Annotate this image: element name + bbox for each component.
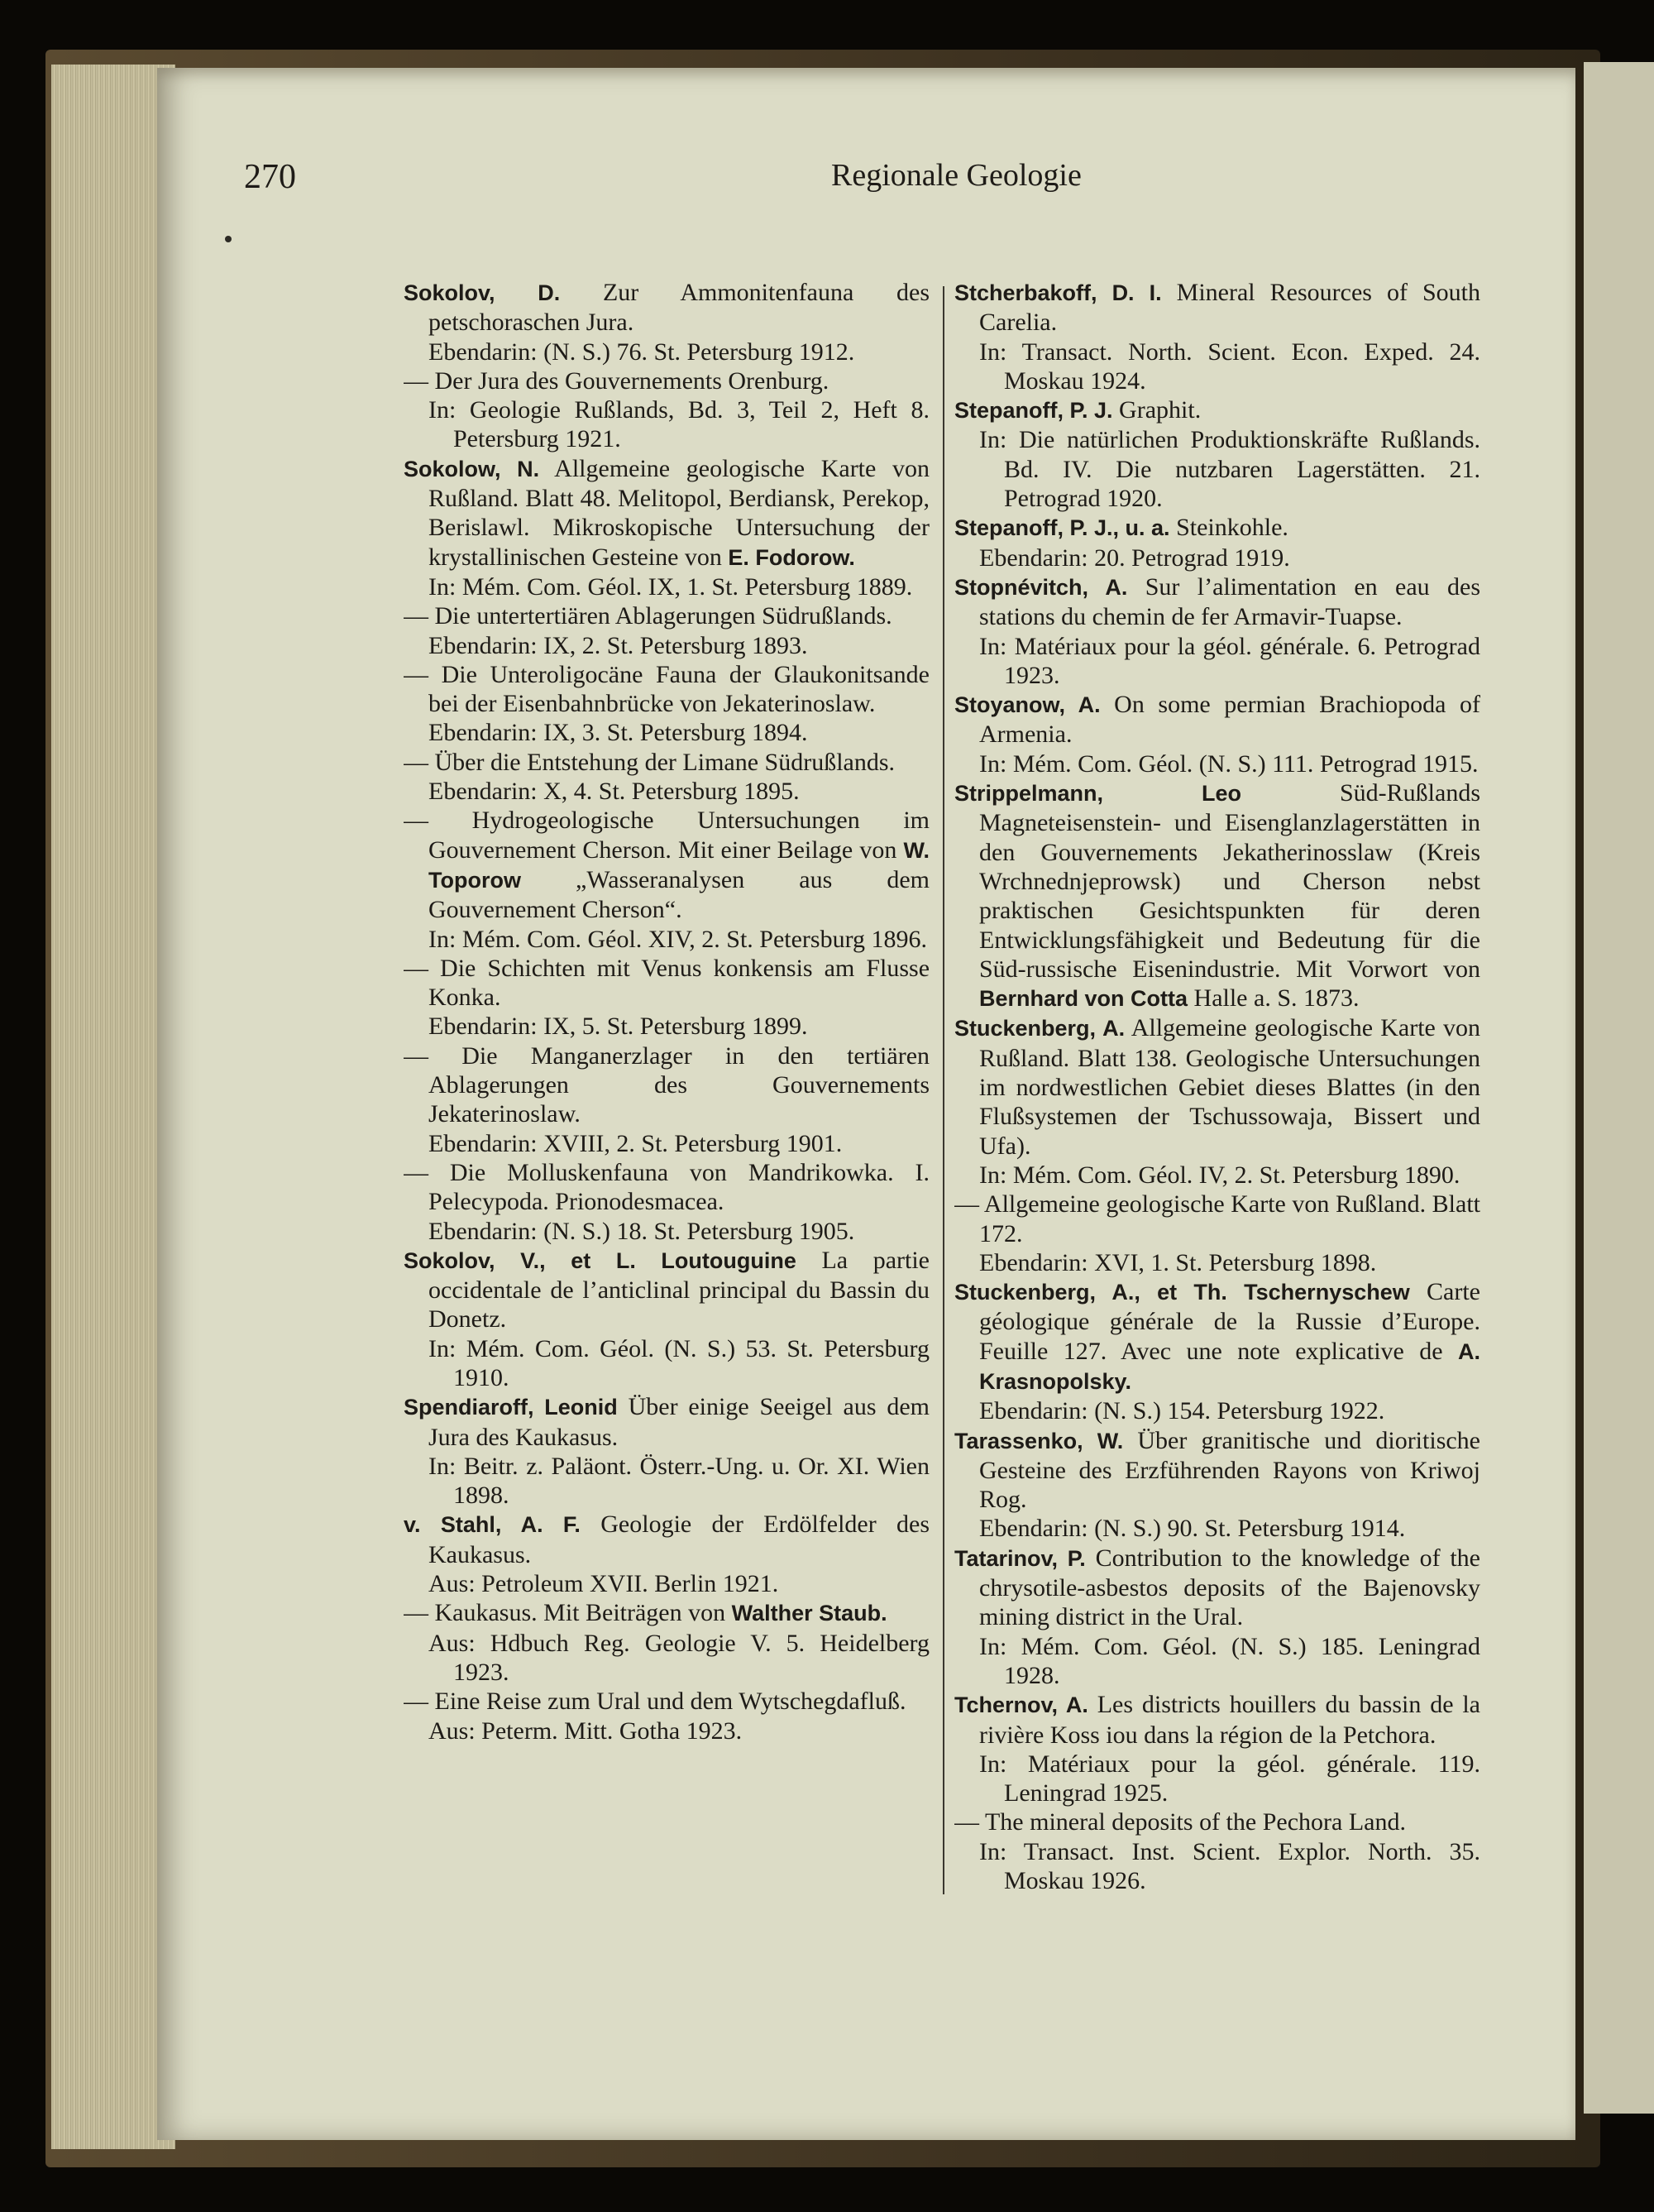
entry-title: Hydrogeologische Untersuchungen im Gouvernement Cherson. Mit einer Beilage von	[428, 807, 930, 864]
entry-title: Contribution to the knowledge of the chrysotile-asbestos deposits of the Bajenovsky mining district in the Ural.	[979, 1544, 1480, 1631]
entry-source: Ebendarin: IX, 5. St. Petersburg 1899.	[428, 1013, 808, 1041]
entry-title: Mineral Resources of South Carelia.	[979, 279, 1480, 337]
entry-title: Über einige Seeigel aus dem Jura des Kaukasus.	[428, 1393, 930, 1451]
entry-author: Sokolov, V., et L. Loutouguine	[404, 1247, 796, 1273]
entry-source: In: Transact. North. Scient. Econ. Exped. 24. Moskau 1924.	[979, 338, 1480, 395]
entry-title: Die untertertiären Ablagerungen Südrußlands.	[434, 602, 892, 630]
entry-title-continued: Halle a. S. 1873.	[1193, 984, 1360, 1013]
bibliography-entry	[404, 278, 930, 366]
entry-source: Ebendarin: IX, 2. St. Petersburg 1893.	[428, 631, 808, 659]
entry-author: v. Stahl, A. F.	[404, 1512, 581, 1538]
bibliography-entry	[954, 1426, 1480, 1544]
entry-cited-author: Walther Staub.	[731, 1601, 887, 1626]
entry-title: Süd-Rußlands Magneteisenstein- und Eisenglanzlagerstätten in den Gouvernements Jekatherinosslaw (Kreis Wrchnednjeprowsk) und Cherson nebst praktischen Gesichtspunkten für deren Entwicklungsfähigkeit und Bedeutung für die Süd-russische Eisenindustrie. Mit Vorwort von	[979, 779, 1480, 983]
entry-author: Stcherbakoff, D. I.	[954, 280, 1162, 305]
entry-author: Sokolow, N.	[404, 456, 540, 481]
entry-dash: —	[954, 1190, 979, 1219]
entry-source: Ebendarin: XVI, 1. St. Petersburg 1898.	[979, 1248, 1377, 1276]
entry-dash: —	[404, 748, 428, 776]
entry-dash: —	[404, 807, 428, 835]
bibliography-entry	[954, 572, 1480, 690]
entry-author: Stuckenberg, A.	[954, 1016, 1126, 1041]
next-page-edge	[1584, 62, 1654, 2114]
bibliography-entry	[404, 1687, 930, 1745]
entry-title: Allgemeine geologische Karte von Rußland. Blatt 48. Melitopol, Berdiansk, Perekop, Berislawl. Mikroskopische Untersuchung der krystallinischen Gesteine von	[428, 454, 930, 571]
bibliography-entry	[954, 278, 1480, 395]
entry-source: In: Mém. Com. Géol. (N. S.) 53. St. Petersburg 1910.	[428, 1334, 930, 1391]
bibliography-entry	[954, 690, 1480, 778]
entry-author: Tarassenko, W.	[954, 1428, 1124, 1453]
entry-author: Tatarinov, P.	[954, 1545, 1086, 1571]
entry-source: Ebendarin: X, 4. St. Petersburg 1895.	[428, 778, 800, 806]
bibliography-entry	[404, 1246, 930, 1392]
entry-author: Spendiaroff, Leonid	[404, 1395, 618, 1420]
entry-title: Die Unteroligocäne Fauna der Glaukonitsande bei der Eisenbahnbrücke von Jekaterinoslaw.	[428, 660, 930, 718]
entry-title: Allgemeine geologische Karte von Rußland. Blatt 172.	[979, 1190, 1480, 1247]
bibliography-entry	[404, 601, 930, 660]
entry-title: Die Molluskenfauna von Mandrikowka. I. Pelecypoda. Prionodesmacea.	[428, 1158, 930, 1216]
left-column	[404, 278, 930, 1899]
entry-source: In: Matériaux pour la géol. générale. 119. Leningrad 1925.	[979, 1750, 1480, 1807]
bibliography-entry	[404, 1158, 930, 1246]
column-rule	[943, 286, 944, 1894]
bibliography-entry	[404, 1598, 930, 1687]
entry-author: Stepanoff, P. J.	[954, 398, 1113, 424]
bibliography-entry	[404, 748, 930, 807]
entry-author: Sokolov, D.	[404, 280, 561, 305]
margin-mark	[225, 236, 232, 242]
right-column	[954, 278, 1480, 1899]
entry-source: Ebendarin: (N. S.) 18. St. Petersburg 1905.	[428, 1217, 855, 1245]
bibliography-entry	[404, 954, 930, 1041]
bibliography-entry	[954, 1807, 1480, 1895]
entry-source: In: Mém. Com. Géol. IV, 2. St. Petersburg 1890.	[979, 1161, 1460, 1189]
bibliography-entry	[404, 1392, 930, 1510]
bibliography-entry	[404, 660, 930, 748]
entry-author: Strippelmann, Leo	[954, 781, 1242, 807]
bibliography-entry	[954, 1544, 1480, 1690]
bibliography-entry	[404, 454, 930, 601]
entry-dash: —	[954, 1808, 979, 1836]
entry-title: Über granitische und dioritische Gesteine des Erzführenden Rayons von Kriwoj Rog.	[979, 1426, 1480, 1514]
entry-author: Tchernov, A.	[954, 1693, 1088, 1718]
entry-source: Ebendarin: (N. S.) 154. Petersburg 1922.	[979, 1397, 1385, 1425]
entry-cited-author: W. Toporow	[428, 837, 930, 893]
entry-title: La partie occidentale de l’anticlinal principal du Bassin du Donetz.	[428, 1246, 930, 1333]
entry-title: Der Jura des Gouvernements Orenburg.	[434, 366, 829, 395]
bibliography-entry	[404, 1041, 930, 1158]
entry-dash: —	[404, 1041, 428, 1070]
entry-author: Stuckenberg, A., et Th. Tschernyschew	[954, 1280, 1410, 1305]
entry-source: In: Beitr. z. Paläont. Österr.-Ung. u. Or. XI. Wien 1898.	[428, 1452, 930, 1510]
entry-title: Über die Entstehung der Limane Südrußlands.	[434, 748, 896, 776]
bibliography-entry	[954, 1190, 1480, 1277]
entry-title: Die Schichten mit Venus konkensis am Flusse Konka.	[428, 954, 930, 1012]
entry-title: Sur l’alimentation en eau des stations du chemin de fer Armavir-Tuapse.	[979, 572, 1480, 631]
entry-title: Allgemeine geologische Karte von Rußland. Blatt 138. Geologische Untersuchungen im nordwestlichen Gebiet dieses Blattes (in den Flußsystemen der Tschussowaja, Bissert und Ufa).	[979, 1014, 1480, 1160]
entry-dash: —	[404, 954, 428, 982]
entry-dash: —	[404, 1158, 428, 1186]
entry-title: Geologie der Erdölfelder des Kaukasus.	[428, 1511, 930, 1568]
entry-cited-author: E. Fodorow.	[728, 544, 855, 570]
entry-title-continued: „Wasseranalysen aus dem Gouvernement Cherson“.	[428, 865, 930, 924]
entry-dash: —	[404, 1599, 428, 1627]
entry-source: Ebendarin: IX, 3. St. Petersburg 1894.	[428, 719, 808, 747]
entry-dash: —	[404, 366, 428, 395]
entry-cited-author: A. Krasnopolsky.	[979, 1338, 1480, 1394]
entry-title: On some permian Brachiopoda of Armenia.	[979, 691, 1480, 749]
entry-title: Les districts houillers du bassin de la rivière Koss iou dans la région de la Petchora.	[979, 1691, 1480, 1749]
entry-source: In: Mém. Com. Géol. IX, 1. St. Petersburg 1889.	[428, 572, 913, 601]
entry-source: Aus: Peterm. Mitt. Gotha 1923.	[428, 1716, 743, 1745]
entry-dash: —	[404, 602, 428, 630]
entry-source: Aus: Hdbuch Reg. Geologie V. 5. Heidelberg 1923.	[428, 1629, 930, 1686]
entry-source: In: Mém. Com. Géol. (N. S.) 111. Petrograd 1915.	[979, 749, 1479, 778]
entry-source: Ebendarin: XVIII, 2. St. Petersburg 1901.	[428, 1129, 843, 1157]
entry-source: Ebendarin: (N. S.) 90. St. Petersburg 1914.	[979, 1515, 1406, 1543]
entry-author: Stoyanow, A.	[954, 692, 1101, 718]
entry-source: In: Mém. Com. Géol. XIV, 2. St. Petersburg 1896.	[428, 925, 928, 953]
entry-source: In: Transact. Inst. Scient. Explor. North. 35. Moskau 1926.	[979, 1837, 1480, 1895]
running-head: Regionale Geologie	[831, 158, 1082, 193]
entry-title: Zur Ammonitenfauna des petschoraschen Jura.	[428, 279, 930, 337]
bibliography-entry	[954, 1277, 1480, 1425]
bibliography-entry	[404, 806, 930, 953]
entry-dash: —	[404, 660, 428, 688]
entry-author: Stopnévitch, A.	[954, 574, 1128, 600]
bibliography-entry	[954, 778, 1480, 1013]
entry-source: In: Mém. Com. Géol. (N. S.) 185. Leningrad 1928.	[979, 1632, 1480, 1689]
entry-cited-author: Bernhard von Cotta	[979, 986, 1188, 1012]
entry-author: Stepanoff, P. J., u. a.	[954, 515, 1170, 541]
bibliography-entry	[954, 1690, 1480, 1807]
entry-title: The mineral deposits of the Pechora Land.	[984, 1808, 1406, 1836]
entry-source: In: Geologie Rußlands, Bd. 3, Teil 2, Heft 8. Petersburg 1921.	[428, 396, 930, 453]
entry-source: In: Matériaux pour la géol. générale. 6. Petrograd 1923.	[979, 632, 1480, 689]
bibliography-entry	[404, 1510, 930, 1598]
bibliography-entry	[954, 1013, 1480, 1190]
bibliography-entry	[954, 513, 1480, 572]
entry-source: Ebendarin: 20. Petrograd 1919.	[979, 543, 1290, 572]
entry-title: Eine Reise zum Ural und dem Wytschegdafluß.	[434, 1688, 906, 1716]
bibliography-entry	[404, 366, 930, 454]
page-number: 270	[244, 158, 296, 196]
entry-source: In: Die natürlichen Produktionskräfte Rußlands. Bd. IV. Die nutzbaren Lagerstätten. 21. Petrograd 1920.	[979, 426, 1480, 513]
entry-title: Die Manganerzlager in den tertiären Ablagerungen des Gouvernements Jekaterinoslaw.	[428, 1041, 930, 1128]
entry-dash: —	[404, 1688, 428, 1716]
entry-title: Steinkohle.	[1176, 514, 1288, 542]
entry-source: Aus: Petroleum XVII. Berlin 1921.	[428, 1570, 779, 1598]
entry-title: Kaukasus. Mit Beiträgen von	[434, 1599, 726, 1627]
entry-title: Graphit.	[1119, 396, 1202, 424]
bibliography-entry	[954, 395, 1480, 513]
entry-title: Carte géologique générale de la Russie d’Europe. Feuille 127. Avec une note explicative de	[979, 1278, 1480, 1365]
entry-source: Ebendarin: (N. S.) 76. St. Petersburg 1912.	[428, 338, 855, 366]
